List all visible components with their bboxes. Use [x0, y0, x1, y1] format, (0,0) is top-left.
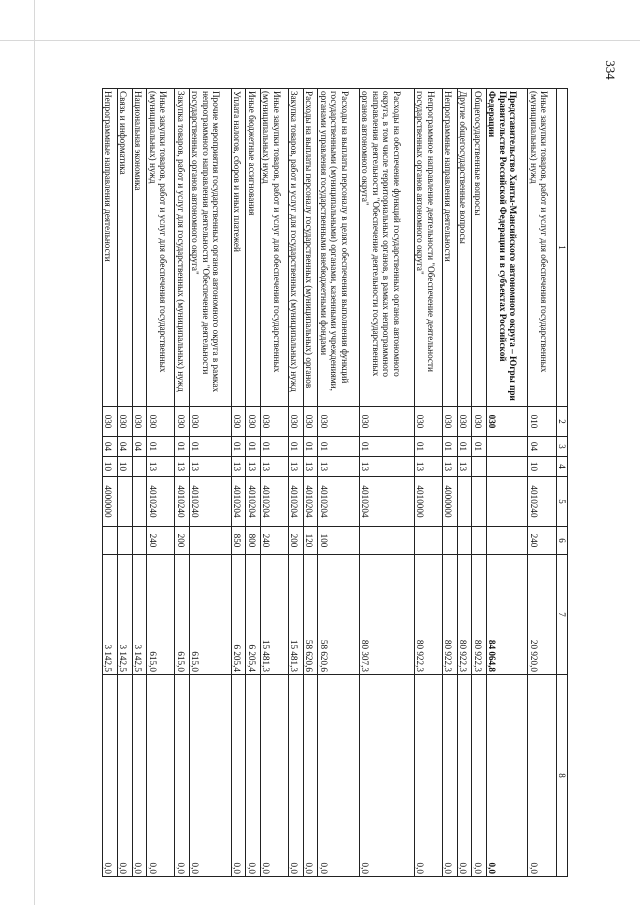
amount-value: 3 142,5	[117, 555, 132, 675]
amount-extra: 0,0	[190, 675, 232, 877]
row-description: Национальная экономика	[132, 89, 147, 407]
code-subsection: 13	[190, 457, 232, 477]
code-admin: 030	[486, 407, 528, 437]
amount-value: 615,0	[190, 555, 232, 675]
code-admin: 010	[528, 407, 556, 437]
code-subsection: 13	[303, 457, 318, 477]
row-description: Иные закупки товаров, работ и услуг для обеспечения государственных (муниципальных) нужд	[260, 89, 288, 407]
code-expense-type: 120	[303, 527, 318, 555]
code-subsection: 10	[528, 457, 556, 477]
code-section: 01	[231, 437, 246, 457]
table-row	[303, 89, 318, 877]
amount-extra: 0,0	[318, 675, 360, 877]
row-description: Другие общегосударственные вопросы	[457, 89, 472, 407]
code-admin: 030	[246, 407, 261, 437]
amount-value: 20 920,0	[528, 555, 556, 675]
table-row	[175, 89, 190, 877]
code-expense-type	[132, 527, 147, 555]
header-row	[556, 89, 567, 877]
table-row	[132, 89, 147, 877]
code-subsection: 10	[117, 457, 132, 477]
code-target: 4000000	[103, 477, 118, 527]
row-description: Прочие мероприятия государственных органов автономного округа в рамках непрограммного направления деятельности "Обеспечение деятельности государственных органов автономного округа"	[190, 89, 232, 407]
code-section	[486, 437, 528, 457]
code-admin: 030	[147, 407, 175, 437]
code-admin: 030	[190, 407, 232, 437]
amount-extra: 0,0	[103, 675, 118, 877]
amount-extra: 0,0	[472, 675, 487, 877]
row-description: Расходы на выплаты персоналу государственных (муниципальных) органов	[303, 89, 318, 407]
code-target: 4010240	[147, 477, 175, 527]
row-description: Иные закупки товаров, работ и услуг для обеспечения государственных (муниципальных) нужд	[147, 89, 175, 407]
code-section: 01	[190, 437, 232, 457]
amount-value: 80 922,3	[472, 555, 487, 675]
code-subsection: 13	[175, 457, 190, 477]
table-row	[457, 89, 472, 877]
code-admin: 030	[303, 407, 318, 437]
table-row	[486, 89, 528, 877]
amount-extra: 0,0	[486, 675, 528, 877]
amount-value: 15 481,3	[260, 555, 288, 675]
code-target	[486, 477, 528, 527]
amount-value: 15 481,3	[289, 555, 304, 675]
table-row	[147, 89, 175, 877]
code-admin: 030	[260, 407, 288, 437]
code-section: 01	[414, 437, 442, 457]
table-row	[472, 89, 487, 877]
code-subsection: 10	[103, 457, 118, 477]
table-row	[246, 89, 261, 877]
scan-edge-top	[0, 40, 640, 41]
amount-value: 80 307,3	[359, 555, 414, 675]
code-expense-type	[359, 527, 414, 555]
code-expense-type: 200	[175, 527, 190, 555]
scan-edge-left	[34, 0, 35, 905]
code-expense-type: 800	[246, 527, 261, 555]
code-expense-type: 850	[231, 527, 246, 555]
code-target	[457, 477, 472, 527]
code-expense-type	[486, 527, 528, 555]
col-header: 2	[556, 407, 567, 437]
amount-extra: 0,0	[260, 675, 288, 877]
code-admin: 030	[359, 407, 414, 437]
code-admin: 030	[175, 407, 190, 437]
row-description: Закупка товаров, работ и услуг для государственных (муниципальных) нужд	[175, 89, 190, 407]
code-expense-type: 240	[147, 527, 175, 555]
code-subsection: 13	[147, 457, 175, 477]
col-header: 7	[556, 555, 567, 675]
code-admin: 030	[457, 407, 472, 437]
col-header: 4	[556, 457, 567, 477]
code-target: 4010240	[190, 477, 232, 527]
code-subsection	[472, 457, 487, 477]
code-expense-type: 240	[260, 527, 288, 555]
amount-value: 615,0	[147, 555, 175, 675]
code-target: 4010240	[528, 477, 556, 527]
col-header: 8	[556, 675, 567, 877]
col-header: 6	[556, 527, 567, 555]
row-description: Связь и информатика	[117, 89, 132, 407]
amount-extra: 0,0	[246, 675, 261, 877]
amount-value: 80 922,3	[457, 555, 472, 675]
code-section: 01	[457, 437, 472, 457]
amount-extra: 0,0	[231, 675, 246, 877]
row-description: Непрограммные направления деятельности	[103, 89, 118, 407]
budget-table-container	[102, 88, 568, 876]
code-section: 04	[132, 437, 147, 457]
code-subsection: 13	[246, 457, 261, 477]
code-admin: 030	[231, 407, 246, 437]
amount-extra: 0,0	[457, 675, 472, 877]
amount-value: 615,0	[175, 555, 190, 675]
table-row	[318, 89, 360, 877]
code-target: 4010204	[289, 477, 304, 527]
code-expense-type: 100	[318, 527, 360, 555]
table-row	[231, 89, 246, 877]
code-target	[117, 477, 132, 527]
table-row	[442, 89, 457, 877]
code-target	[472, 477, 487, 527]
amount-extra: 0,0	[359, 675, 414, 877]
code-target	[132, 477, 147, 527]
code-section: 01	[260, 437, 288, 457]
row-description: Расходы на обеспечение функций государственных органов автономного округа, в том числе территориальных органов, в рамках непрограммного направления деятельности "Обеспечение деятельности государственных органов автономного округа"	[359, 89, 414, 407]
amount-extra: 0,0	[147, 675, 175, 877]
code-admin: 030	[414, 407, 442, 437]
code-subsection: 13	[318, 457, 360, 477]
code-expense-type: 240	[528, 527, 556, 555]
table-row	[190, 89, 232, 877]
code-expense-type: 200	[289, 527, 304, 555]
code-target: 4010204	[260, 477, 288, 527]
code-expense-type	[414, 527, 442, 555]
amount-extra: 0,0	[289, 675, 304, 877]
amount-value: 80 922,3	[414, 555, 442, 675]
row-description: Иные закупки товаров, работ и услуг для обеспечения государственных (муниципальных) нужд	[528, 89, 556, 407]
code-target: 4010204	[318, 477, 360, 527]
code-subsection: 13	[359, 457, 414, 477]
amount-extra: 0,0	[528, 675, 556, 877]
code-section: 01	[246, 437, 261, 457]
row-description: Закупка товаров, работ и услуг для государственных (муниципальных) нужд	[289, 89, 304, 407]
code-expense-type	[442, 527, 457, 555]
code-section: 01	[303, 437, 318, 457]
code-section: 01	[442, 437, 457, 457]
code-subsection: 13	[457, 457, 472, 477]
code-target: 4010204	[231, 477, 246, 527]
table-row	[103, 89, 118, 877]
col-header: 5	[556, 477, 567, 527]
row-description: Общегосударственные вопросы	[472, 89, 487, 407]
amount-extra: 0,0	[175, 675, 190, 877]
amount-value: 6 205,4	[231, 555, 246, 675]
row-description: Расходы на выплаты персоналу в целях обеспечения выполнения функций государственными (муниципальными) органами, казенными учреждениями, органами управления государственными внебюджетными фондами	[318, 89, 360, 407]
code-section: 01	[147, 437, 175, 457]
code-section: 04	[528, 437, 556, 457]
code-admin: 030	[132, 407, 147, 437]
table-row	[414, 89, 442, 877]
code-subsection	[132, 457, 147, 477]
amount-extra: 0,0	[414, 675, 442, 877]
code-section: 01	[472, 437, 487, 457]
code-expense-type	[190, 527, 232, 555]
code-expense-type	[103, 527, 118, 555]
amount-extra: 0,0	[117, 675, 132, 877]
code-target: 4010240	[175, 477, 190, 527]
code-admin: 030	[117, 407, 132, 437]
code-target: 4010000	[414, 477, 442, 527]
col-header: 3	[556, 437, 567, 457]
amount-value: 58 620,6	[303, 555, 318, 675]
code-subsection: 13	[414, 457, 442, 477]
table-row	[289, 89, 304, 877]
amount-extra: 0,0	[132, 675, 147, 877]
code-target: 4010204	[359, 477, 414, 527]
row-description: Уплата налогов, сборов и иных платежей	[231, 89, 246, 407]
amount-value: 80 922,3	[442, 555, 457, 675]
code-subsection: 13	[442, 457, 457, 477]
amount-value: 6 205,4	[246, 555, 261, 675]
amount-extra: 0,0	[442, 675, 457, 877]
amount-extra: 0,0	[303, 675, 318, 877]
row-description: Непрограммное направление деятельности "Обеспечение деятельности государственных органов автономного округа"	[414, 89, 442, 407]
code-section: 01	[318, 437, 360, 457]
amount-value: 84 064,8	[486, 555, 528, 675]
code-section: 01	[359, 437, 414, 457]
code-section: 01	[289, 437, 304, 457]
code-subsection: 13	[289, 457, 304, 477]
amount-value: 3 142,5	[103, 555, 118, 675]
code-admin: 030	[472, 407, 487, 437]
table-row	[117, 89, 132, 877]
code-expense-type	[457, 527, 472, 555]
row-description: Непрограммные направления деятельности	[442, 89, 457, 407]
code-section: 04	[103, 437, 118, 457]
table-row	[359, 89, 414, 877]
code-admin: 030	[442, 407, 457, 437]
code-section: 04	[117, 437, 132, 457]
table-row	[528, 89, 556, 877]
code-target: 4010204	[303, 477, 318, 527]
code-admin: 030	[103, 407, 118, 437]
code-subsection	[486, 457, 528, 477]
page-number: 334	[603, 60, 618, 80]
amount-value: 58 620,6	[318, 555, 360, 675]
row-description: Иные бюджетные ассигнования	[246, 89, 261, 407]
code-subsection: 13	[260, 457, 288, 477]
amount-value: 3 142,5	[132, 555, 147, 675]
col-header: 1	[556, 89, 567, 407]
code-target: 4000000	[442, 477, 457, 527]
code-expense-type	[117, 527, 132, 555]
budget-table	[102, 88, 568, 877]
code-admin: 030	[289, 407, 304, 437]
code-subsection: 13	[231, 457, 246, 477]
row-description: Представительство Ханты-Мансийского автономного округа – Югры при Правительстве Российской Федерации и в субъектах Российской Федерации	[486, 89, 528, 407]
table-row	[260, 89, 288, 877]
code-expense-type	[472, 527, 487, 555]
code-section: 01	[175, 437, 190, 457]
code-target: 4010204	[246, 477, 261, 527]
code-admin: 030	[318, 407, 360, 437]
